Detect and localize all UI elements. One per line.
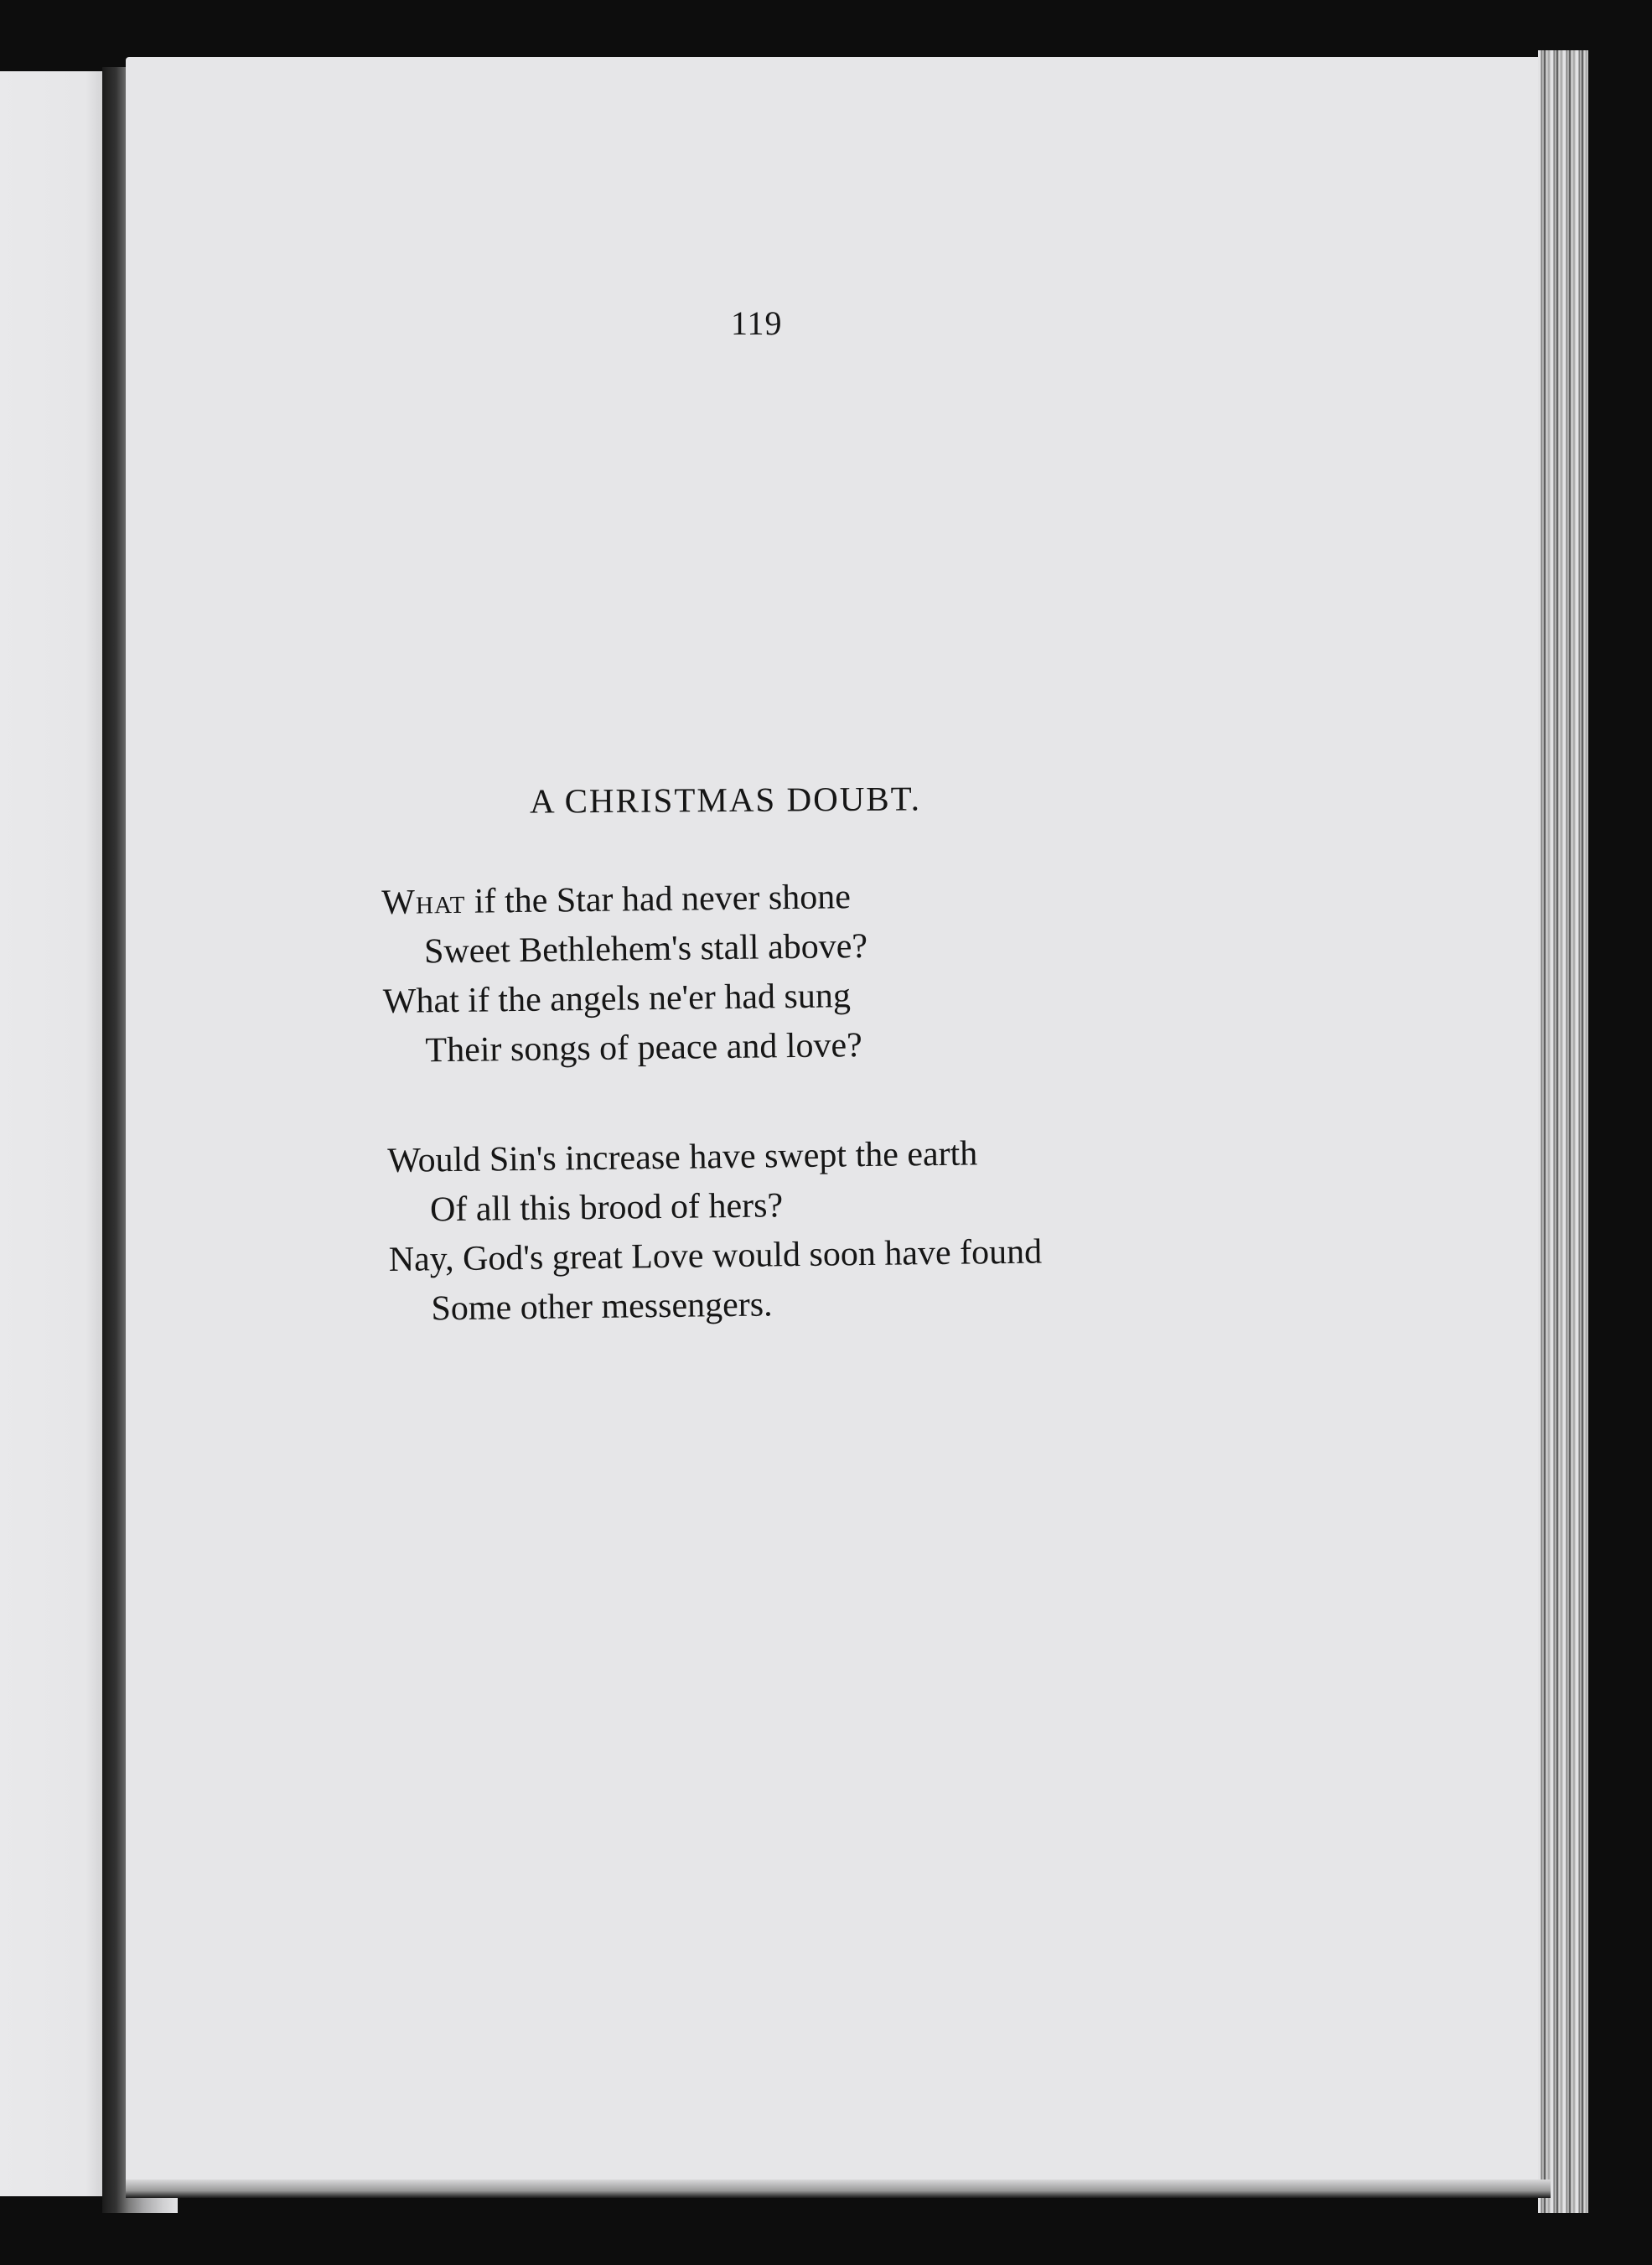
book-page (126, 57, 1542, 2186)
poem-line: Of all this brood of hers? (429, 1186, 784, 1230)
left-page-edge (0, 71, 107, 2196)
page-edge-right (1538, 50, 1588, 2213)
poem-line: Some other messengers. (431, 1285, 773, 1329)
line-text: if the Star had never shone (465, 878, 852, 921)
first-word: What (381, 882, 466, 922)
poem-line: Sweet Bethlehem's stall above? (423, 926, 868, 972)
stanza-1 (381, 873, 869, 1076)
poem-line: What if the angels ne'er had sung (382, 977, 852, 1021)
poem-line (381, 873, 867, 928)
poem-line: Would Sin's increase have swept the earth (387, 1134, 978, 1180)
poem-line: Nay, God's great Love would soon have found (388, 1232, 1043, 1279)
poem-line: Their songs of peace and love? (425, 1026, 863, 1070)
page-number: 119 (731, 304, 783, 342)
poem-title: A CHRISTMAS DOUBT. (529, 779, 922, 821)
page-edge-bottom (126, 2179, 1551, 2198)
stanza-2 (387, 1128, 1043, 1335)
